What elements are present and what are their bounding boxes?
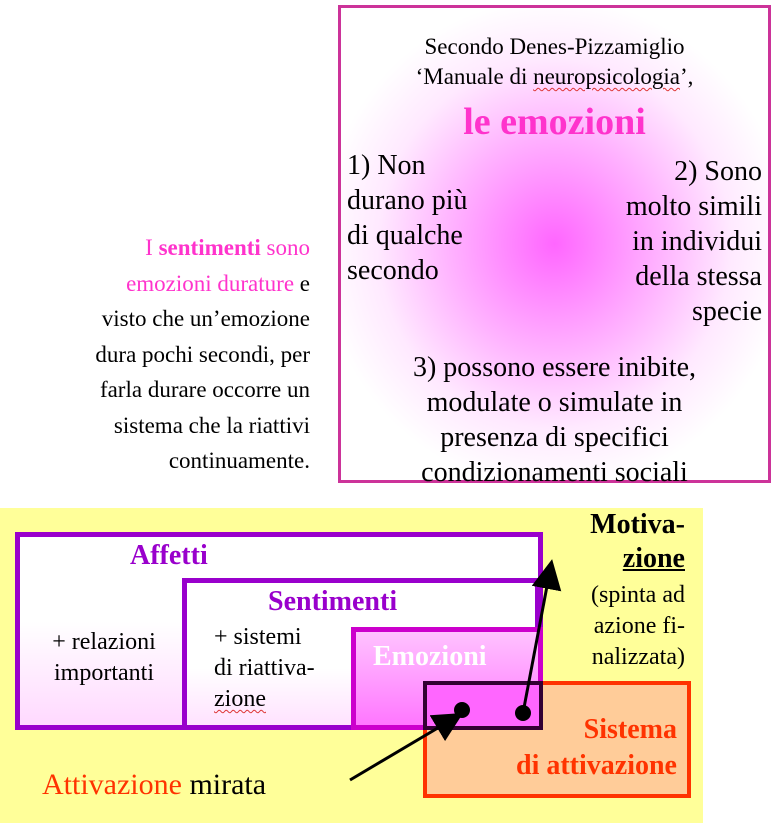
- intro-paragraph: [5, 230, 310, 479]
- intro-line-4: dura pochi secondi, per: [95, 341, 310, 367]
- sentimenti-sublabel: [214, 622, 315, 715]
- point-3-line: presenza di specifici: [440, 422, 669, 453]
- point-2-line: 2) Sono: [674, 156, 762, 187]
- point-1-line: di qualche: [347, 220, 463, 251]
- motivazione-sublabel: [555, 580, 685, 673]
- intro-line-1-pre: I: [145, 235, 159, 260]
- sistema-label-line: Sistema: [583, 714, 677, 745]
- sentimenti-sub-line: + sistemi: [214, 624, 302, 650]
- affetti-sublabel: [28, 627, 180, 689]
- motivazione-sub-line: azione fi-: [593, 613, 685, 639]
- motivazione-sub-line: (spinta ad: [591, 582, 685, 608]
- intro-line-3: visto che un’emozione: [101, 306, 310, 331]
- point-2: [562, 154, 762, 329]
- point-1: [347, 148, 517, 288]
- motivazione-sub-line: nalizzata): [591, 644, 685, 670]
- source-book-title: neuropsicologia: [533, 64, 680, 89]
- source-line-2: [341, 64, 768, 90]
- point-1-line: secondo: [347, 255, 439, 286]
- point-2-line: della stessa: [635, 261, 762, 292]
- intro-line-2-post: e: [294, 270, 310, 296]
- point-2-line: in individui: [632, 226, 762, 257]
- mirata-word: mirata: [181, 768, 267, 801]
- point-3-line: modulate o simulate in: [426, 387, 683, 418]
- intro-line-5: farla durare occorre un: [99, 377, 310, 402]
- attivazione-mirata-label: [42, 768, 266, 802]
- point-3: [341, 350, 768, 490]
- motivazione-label: [550, 508, 685, 576]
- affetti-sub-line: importanti: [54, 660, 154, 686]
- keyword-emozioni-durature: emozioni durature: [126, 270, 295, 296]
- point-1-line: 1) Non: [347, 150, 426, 181]
- sentimenti-sub-line: zione: [214, 686, 266, 712]
- source-line-2-post: ’,: [680, 64, 694, 89]
- point-2-line: molto simili: [625, 191, 762, 222]
- affetti-sub-line: + relazioni: [52, 629, 156, 655]
- point-2-line: specie: [692, 296, 762, 327]
- motivazione-line: Motiva-: [590, 509, 685, 540]
- attivazione-word: Attivazione: [42, 768, 182, 801]
- point-3-line: 3) possono essere inibite,: [412, 352, 697, 383]
- motivazione-line: zione: [622, 543, 685, 574]
- source-line-2-pre: ‘Manuale di: [415, 64, 534, 89]
- sentimenti-label: Sentimenti: [268, 586, 398, 617]
- sistema-label: [423, 712, 691, 784]
- emotions-definition-box: [338, 5, 771, 488]
- intro-line-1: [5, 230, 310, 266]
- intro-line-7: continuamente.: [168, 448, 310, 473]
- box-title: le emozioni: [463, 101, 646, 143]
- intro-line-6: sistema che la riattivi: [113, 412, 310, 438]
- intro-line-1-post: sono: [260, 235, 310, 260]
- point-3-line: condizionamenti sociali: [421, 457, 688, 488]
- emozioni-label: Emozioni: [373, 641, 487, 672]
- point-1-line: durano più: [347, 185, 468, 216]
- affetti-label: Affetti: [130, 540, 208, 571]
- sentimenti-sub-line: di riattiva-: [214, 655, 315, 681]
- source-line-1: Secondo Denes-Pizzamiglio: [424, 34, 685, 59]
- intro-line-2: [5, 266, 310, 302]
- sistema-label-line: di attivazione: [516, 750, 677, 781]
- keyword-sentimenti: sentimenti: [158, 235, 261, 260]
